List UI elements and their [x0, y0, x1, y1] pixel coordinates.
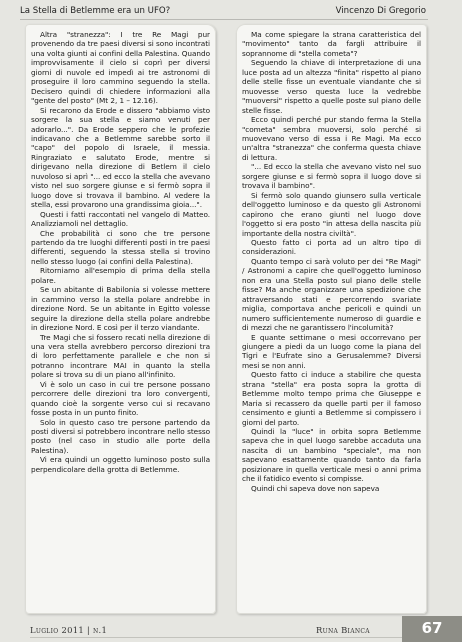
paragraph: Vi è solo un caso in cui tre persone possano percorrere delle direzioni tra loro convergenti, quando cioè la sorgente verso cui si recavano fosse posta in un punto finito.: [31, 379, 210, 418]
issue-date: Luglio 2011 | n.1: [30, 625, 108, 635]
page-number: 67: [421, 619, 443, 637]
paragraph: "... Ed ecco la stella che avevano visto nel suo sorgere giunse e si fermò sopra il luogo dove si trovava il bambino".: [242, 162, 421, 191]
paragraph: Questo fatto ci porta ad un altro tipo di considerazioni.: [242, 237, 421, 257]
paragraph: Ma come spiegare la strana caratteristica del "movimento" tanto da fargli attribuire il soprannome di "stella cometa"?: [242, 30, 421, 58]
paragraph: Che probabilità ci sono che tre persone partendo da tre luoghi differenti posti in tre paesi differenti, seguendo la stessa stella si trovino nello stesso luogo (ai confini della Palestina).: [31, 228, 210, 266]
paragraph: Questi i fatti raccontati nel vangelo di Matteo. Analizziamoli nel dettaglio.: [31, 209, 210, 229]
paragraph: E quante settimane o mesi occorrevano per giungere a piedi da un luogo come la piana del Tigri e l'Eufrate sino a Gerusalemme? Diversi mesi se non anni.: [242, 332, 421, 370]
paragraph: Quanto tempo ci sarà voluto per dei "Re Magi" / Astronomi a capire che quell'oggetto luminoso non era una Stella posto sul piano delle stelle fisse? Ma anche organizzare una spedizione che attraversando stati e percorrendo svariate miglia, comportava anche pericoli e quindi un numero sufficientemente numeroso di guardie e di mezzi che ne garantissero l'incolumità?: [242, 256, 421, 333]
page-number-box: [402, 616, 462, 642]
author-name: Vincenzo Di Gregorio: [335, 6, 426, 16]
paragraph: Seguendo la chiave di interpretazione di una luce posta ad un altezza "finita" rispetto al piano delle stelle fisse un eventuale viandante che si muovesse verso questa luce la vedrebbe "muoversi" rispetto a quelle poste sul piano delle stelle fisse.: [242, 58, 421, 115]
paragraph: Questo fatto ci induce a stabilire che questa strana "stella" era posta sopra la grotta di Betlemme molto tempo prima che Giuseppe e Maria si recassero da quelle parti per il famoso censimento e giunti a Betlemme si compissero i giorni del parto.: [242, 370, 421, 427]
paragraph: Quindi la "luce" in orbita sopra Betlemme sapeva che in quel luogo sarebbe accaduta una nascita di un bambino "speciale", ma non sapevano esattamente quando tanto da farla posizionare in quella verticale mesi o anni prima che il fatidico evento si compisse.: [242, 427, 421, 484]
page-footer: [0, 616, 462, 642]
paragraph: Vi era quindi un oggetto luminoso posto sulla perpendicolare della grotta di Betlemme.: [31, 455, 210, 474]
page-header: [0, 0, 462, 22]
paragraph: Si fermò solo quando giunsero sulla verticale dell'oggetto luminoso e da questo gli Astronomi capirono che erano giunti nel luogo dove l'oggetto si era posto "in attesa della nascita più importante della nostra civiltà".: [242, 190, 421, 238]
paragraph: Quindi chi sapeva dove non sapeva: [251, 483, 380, 493]
article-title: La Stella di Betlemme era un UFO?: [20, 6, 171, 16]
header-divider: [20, 19, 428, 20]
paragraph: Tre Magi che si fossero recati nella direzione di una vera stella avrebbero percorso direzioni tra di loro perfettamente parallele e che non si potranno incontrare MAI in quanto la stella polare si trova su di un piano all'infinito.: [31, 332, 210, 380]
column-gap-ornament: [216, 24, 236, 54]
paragraph: Altra "stranezza": I tre Re Magi pur provenendo da tre paesi diversi si sono incontrati una volta giunti ai confini della Palestina. Quando improvvisamente il cielo si coprì per diversi giorni di nuvole ed impedì ai tre astronomi di proseguire il loro cammino seguendo la stella. Decisero quindi di chiedere informazioni alla "gente del posto" (Mt 2, 1 – 12.16).: [31, 30, 210, 106]
paragraph: Se un abitante di Babilonia si volesse mettere in cammino verso la stella polare andrebbe in direzione Nord. Se un abitante in Egitto volesse seguire la direzione della stella polare andrebbe in direzione Nord. E così per il terzo viandante.: [31, 285, 210, 333]
paragraph: Ritorniamo all'esempio di prima della stella polare.: [31, 266, 210, 285]
paragraph: Si recarono da Erode e dissero "abbiamo visto sorgere la sua stella e siamo venuti per adorarlo...". Da Erode seppero che le profezie indicavano che a Betlemme sarebbe sorto il "capo" del popolo di Israele, il messia. Ringraziato e salutato Erode, mentre si dirigevano nella direzione di Betlem il cielo nuvoloso si aprì "... ed ecco la stella che avevano visto nel suo sorgere giunse e si fermò sopra il luogo dove si trovava il bambino. Al vedere la stella, essi provarono una grandissima gioia...".: [31, 105, 210, 210]
paragraph: Solo in questo caso tre persone partendo da posti diversi si potrebbero incontrare nello stesso posto (nel caso in studio alle porte della Palestina).: [31, 417, 210, 455]
paragraph: Ecco quindi perché pur stando ferma la Stella "cometa" sembra muoversi, solo perché si muovevano verso di essa i Re Magi. Ma ecco un'altra "stranezza" che conferma questa chiave di lettura.: [242, 115, 421, 162]
magazine-name: Runa Bianca: [316, 625, 370, 635]
left-text-column: [25, 24, 216, 614]
right-text-column: [236, 24, 427, 614]
footer-divider: [30, 637, 402, 638]
